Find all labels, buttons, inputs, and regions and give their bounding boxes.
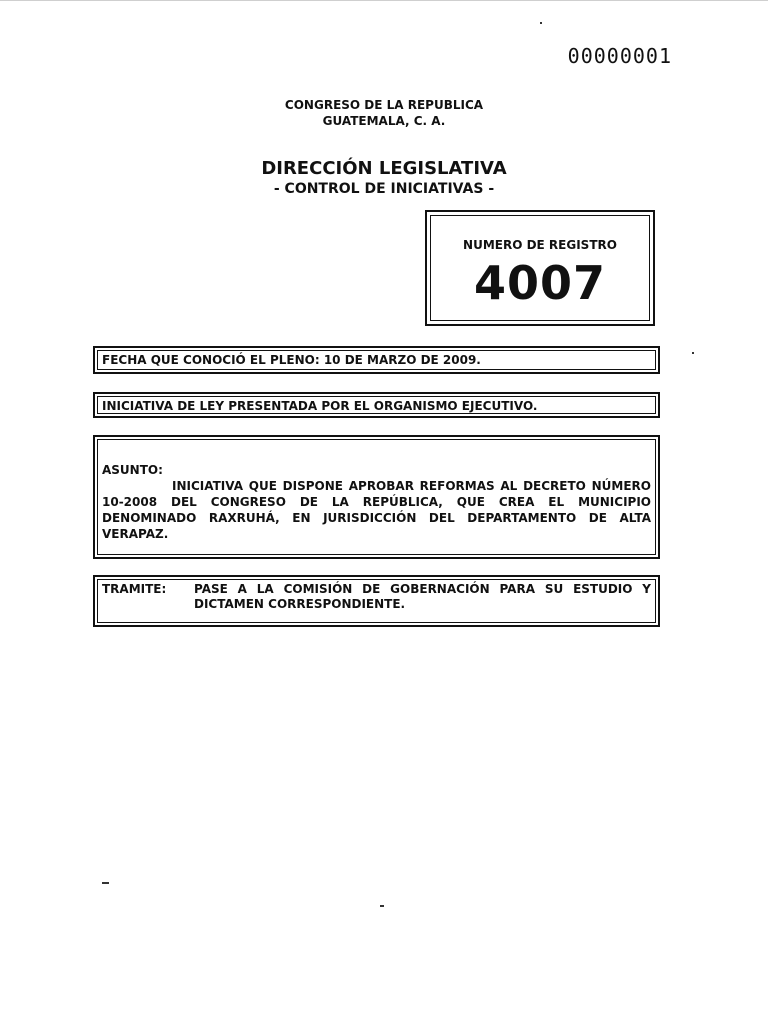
tramite-box [93,575,660,627]
subdepartment-title: - CONTROL DE INICIATIVAS - [273,181,495,197]
registro-label: NUMERO DE REGISTRO [463,238,617,252]
iniciativa-box [93,392,660,418]
fecha-text: FECHA QUE CONOCIÓ EL PLENO: 10 DE MARZO DE 2009. [97,350,656,370]
iniciativa-text: INICIATIVA DE LEY PRESENTADA POR EL ORGANISMO EJECUTIVO. [97,396,656,414]
tramite-label: TRAMITE: [102,582,167,596]
asunto-label: ASUNTO: [102,463,163,477]
institution-location: GUATEMALA, C. A. [322,114,446,128]
tramite-content [97,579,656,623]
fecha-box [93,346,660,374]
asunto-text: INICIATIVA QUE DISPONE APROBAR REFORMAS AL DECRETO NÚMERO 10-2008 DEL CONGRESO DE LA REPÚBLICA, QUE CREA EL MUNICIPIO DENOMINADO RAXRUHÁ, EN JURISDICCIÓN DEL DEPARTAMENTO DE ALTA VERAPAZ. [102,479,651,541]
registro-box-inner [430,215,650,321]
letterhead [0,97,768,129]
registro-box [425,210,655,326]
scan-speck [692,352,694,354]
scan-speck [540,22,542,24]
asunto-box [93,435,660,559]
asunto-content [97,439,656,555]
scan-speck [380,905,384,907]
scan-edge-line [0,0,768,1]
department-title: DIRECCIÓN LEGISLATIVA [261,158,507,179]
document-number: 00000001 [567,44,672,68]
tramite-text: PASE A LA COMISIÓN DE GOBERNACIÓN PARA SU ESTUDIO Y DICTAMEN CORRESPONDIENTE. [194,582,651,611]
scan-speck [102,882,109,884]
registro-number: 4007 [473,256,607,310]
institution-name: CONGRESO DE LA REPUBLICA [284,98,484,112]
